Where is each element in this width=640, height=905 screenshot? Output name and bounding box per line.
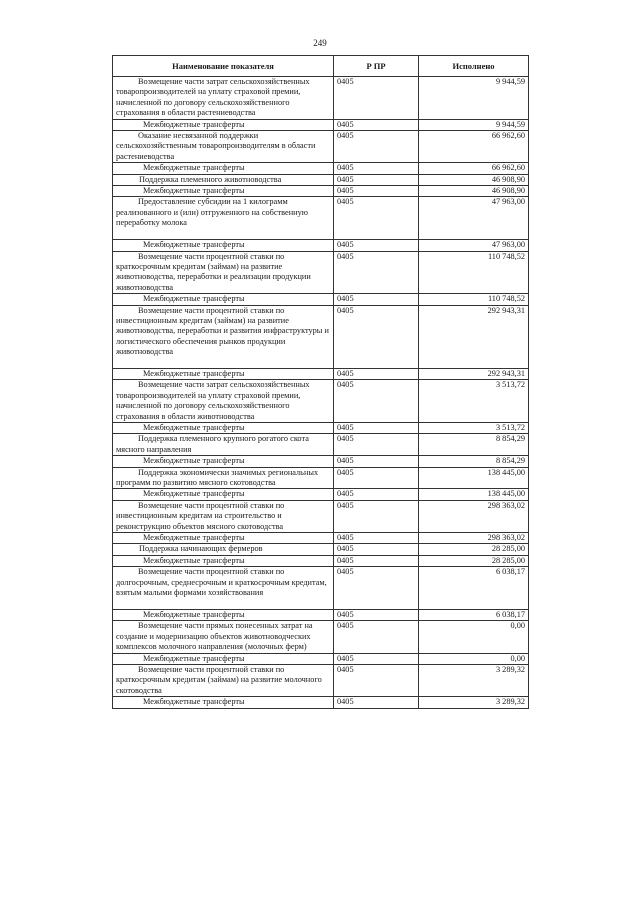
executed-value: 6 038,17 bbox=[419, 609, 529, 620]
executed-value: 46 908,90 bbox=[419, 186, 529, 197]
executed-value: 8 854,29 bbox=[419, 456, 529, 467]
indicator-row bbox=[113, 544, 529, 555]
executed-value: 6 038,17 bbox=[419, 567, 529, 610]
indicator-name-cell bbox=[113, 500, 334, 532]
executed-value: 292 943,31 bbox=[419, 368, 529, 379]
section-code: 0405 bbox=[334, 489, 419, 500]
transfer-row bbox=[113, 609, 529, 620]
indicator-name: Возмещение части процентной ставки по долгосрочным, среднесрочным и краткосрочным кредитам, взятым малыми формами хозяйствования bbox=[116, 567, 327, 598]
section-code: 0405 bbox=[334, 567, 419, 610]
indicator-name-cell bbox=[113, 294, 334, 305]
section-code: 0405 bbox=[334, 77, 419, 120]
budget-table bbox=[112, 55, 529, 709]
indicator-name: Возмещение части затрат сельскохозяйственных товаропроизводителей на уплату страховой премии, начисленной по договору сельскохозяйственного страхования в области животноводства bbox=[116, 380, 310, 421]
transfer-row bbox=[113, 119, 529, 130]
section-code: 0405 bbox=[334, 251, 419, 294]
section-code: 0405 bbox=[334, 186, 419, 197]
indicator-name-cell bbox=[113, 423, 334, 434]
indicator-name-cell bbox=[113, 240, 334, 251]
executed-value: 138 445,00 bbox=[419, 467, 529, 489]
executed-value: 9 944,59 bbox=[419, 77, 529, 120]
indicator-name-cell bbox=[113, 119, 334, 130]
section-code: 0405 bbox=[334, 163, 419, 174]
indicator-name: Межбюджетные трансферты bbox=[143, 533, 245, 543]
indicator-name: Возмещение части затрат сельскохозяйственных товаропроизводителей на уплату страховой премии, начисленной по договору сельскохозяйственного страхования в области растениеводства bbox=[116, 77, 310, 118]
section-code: 0405 bbox=[334, 533, 419, 544]
indicator-name-cell bbox=[113, 197, 334, 240]
indicator-row bbox=[113, 664, 529, 696]
indicator-name: Оказание несвязанной поддержки сельскохозяйственным товаропроизводителям в области растениеводства bbox=[116, 131, 316, 161]
indicator-name-cell bbox=[113, 621, 334, 653]
indicator-name: Межбюджетные трансферты bbox=[143, 456, 245, 466]
section-code: 0405 bbox=[334, 119, 419, 130]
indicator-name: Межбюджетные трансферты bbox=[143, 368, 245, 378]
executed-value: 3 289,32 bbox=[419, 697, 529, 708]
indicator-name: Возмещение части процентной ставки по краткосрочным кредитам (займам) на развитие животноводства, переработки и реализации продукции животноводства bbox=[116, 251, 311, 292]
indicator-name: Поддержка экономически значимых региональных программ по развитию мясного скотоводства bbox=[116, 467, 319, 488]
indicator-name-cell bbox=[113, 380, 334, 423]
transfer-row bbox=[113, 423, 529, 434]
section-code: 0405 bbox=[334, 609, 419, 620]
transfer-row bbox=[113, 186, 529, 197]
executed-value: 0,00 bbox=[419, 621, 529, 653]
transfer-row bbox=[113, 240, 529, 251]
executed-value: 0,00 bbox=[419, 653, 529, 664]
indicator-name: Предоставление субсидии на 1 килограмм реализованного и (или) отгруженного на собственную переработку молока bbox=[116, 197, 308, 228]
executed-value: 47 963,00 bbox=[419, 240, 529, 251]
section-code: 0405 bbox=[334, 621, 419, 653]
section-code: 0405 bbox=[334, 544, 419, 555]
executed-value: 9 944,59 bbox=[419, 119, 529, 130]
indicator-row bbox=[113, 434, 529, 456]
header-value: Исполнено bbox=[419, 56, 529, 77]
indicator-name: Возмещение части процентной ставки по краткосрочным кредитам (займам) на развитие молочного скотоводства bbox=[116, 664, 322, 695]
section-code: 0405 bbox=[334, 240, 419, 251]
indicator-name: Поддержка племенного животноводства bbox=[139, 174, 282, 184]
transfer-row bbox=[113, 368, 529, 379]
section-code: 0405 bbox=[334, 434, 419, 456]
executed-value: 3 513,72 bbox=[419, 380, 529, 423]
indicator-name-cell bbox=[113, 77, 334, 120]
indicator-name: Межбюджетные трансферты bbox=[143, 186, 245, 196]
indicator-name-cell bbox=[113, 434, 334, 456]
section-code: 0405 bbox=[334, 456, 419, 467]
indicator-name: Возмещение части прямых понесенных затрат на создание и модернизацию объектов животноводческих комплексов молочного направления (молочных ферм) bbox=[116, 621, 313, 652]
indicator-name: Межбюджетные трансферты bbox=[143, 240, 245, 250]
executed-value: 8 854,29 bbox=[419, 434, 529, 456]
header-name: Наименование показателя bbox=[113, 56, 334, 77]
section-code: 0405 bbox=[334, 305, 419, 368]
section-code: 0405 bbox=[334, 174, 419, 185]
section-code: 0405 bbox=[334, 294, 419, 305]
indicator-row bbox=[113, 305, 529, 368]
indicator-row bbox=[113, 621, 529, 653]
table-body bbox=[113, 77, 529, 709]
executed-value: 3 289,32 bbox=[419, 664, 529, 696]
transfer-row bbox=[113, 533, 529, 544]
indicator-row bbox=[113, 131, 529, 163]
transfer-row bbox=[113, 697, 529, 708]
indicator-name-cell bbox=[113, 467, 334, 489]
executed-value: 47 963,00 bbox=[419, 197, 529, 240]
executed-value: 3 513,72 bbox=[419, 423, 529, 434]
section-code: 0405 bbox=[334, 467, 419, 489]
section-code: 0405 bbox=[334, 653, 419, 664]
executed-value: 46 908,90 bbox=[419, 174, 529, 185]
indicator-name: Межбюджетные трансферты bbox=[143, 489, 245, 499]
indicator-name: Межбюджетные трансферты bbox=[143, 609, 245, 619]
indicator-name: Поддержка племенного крупного рогатого скота мясного направления bbox=[116, 434, 309, 454]
indicator-name-cell bbox=[113, 609, 334, 620]
executed-value: 138 445,00 bbox=[419, 489, 529, 500]
executed-value: 28 285,00 bbox=[419, 544, 529, 555]
indicator-name-cell bbox=[113, 697, 334, 708]
executed-value: 66 962,60 bbox=[419, 131, 529, 163]
section-code: 0405 bbox=[334, 368, 419, 379]
section-code: 0405 bbox=[334, 664, 419, 696]
page-number: 249 bbox=[313, 38, 327, 48]
table-header-row bbox=[113, 56, 529, 77]
indicator-row bbox=[113, 380, 529, 423]
indicator-name-cell bbox=[113, 567, 334, 610]
indicator-row bbox=[113, 77, 529, 120]
executed-value: 66 962,60 bbox=[419, 163, 529, 174]
indicator-row bbox=[113, 467, 529, 489]
indicator-name-cell bbox=[113, 174, 334, 185]
indicator-name: Поддержка начинающих фермеров bbox=[139, 544, 263, 554]
indicator-name: Возмещение части процентной ставки по инвестиционным кредитам на строительство и реконструкцию объектов мясного скотоводства bbox=[116, 500, 285, 531]
transfer-row bbox=[113, 555, 529, 566]
transfer-row bbox=[113, 163, 529, 174]
indicator-name: Межбюджетные трансферты bbox=[143, 294, 245, 304]
indicator-name-cell bbox=[113, 186, 334, 197]
executed-value: 298 363,02 bbox=[419, 533, 529, 544]
section-code: 0405 bbox=[334, 423, 419, 434]
indicator-name-cell bbox=[113, 653, 334, 664]
indicator-name-cell bbox=[113, 163, 334, 174]
executed-value: 110 748,52 bbox=[419, 251, 529, 294]
indicator-name-cell bbox=[113, 131, 334, 163]
indicator-name-cell bbox=[113, 251, 334, 294]
indicator-row bbox=[113, 567, 529, 610]
indicator-name-cell bbox=[113, 489, 334, 500]
transfer-row bbox=[113, 456, 529, 467]
section-code: 0405 bbox=[334, 380, 419, 423]
indicator-name-cell bbox=[113, 664, 334, 696]
indicator-name: Межбюджетные трансферты bbox=[143, 423, 245, 432]
indicator-name-cell bbox=[113, 305, 334, 368]
transfer-row bbox=[113, 653, 529, 664]
executed-value: 298 363,02 bbox=[419, 500, 529, 532]
section-code: 0405 bbox=[334, 500, 419, 532]
indicator-name: Межбюджетные трансферты bbox=[143, 653, 245, 663]
indicator-name-cell bbox=[113, 533, 334, 544]
indicator-name: Межбюджетные трансферты bbox=[143, 697, 245, 707]
header-code: Р ПР bbox=[334, 56, 419, 77]
section-code: 0405 bbox=[334, 197, 419, 240]
indicator-name: Межбюджетные трансферты bbox=[143, 555, 245, 565]
indicator-name: Межбюджетные трансферты bbox=[143, 163, 245, 173]
indicator-name-cell bbox=[113, 555, 334, 566]
section-code: 0405 bbox=[334, 131, 419, 163]
indicator-row bbox=[113, 251, 529, 294]
indicator-row bbox=[113, 197, 529, 240]
indicator-row bbox=[113, 500, 529, 532]
executed-value: 28 285,00 bbox=[419, 555, 529, 566]
indicator-name-cell bbox=[113, 368, 334, 379]
executed-value: 292 943,31 bbox=[419, 305, 529, 368]
transfer-row bbox=[113, 489, 529, 500]
section-code: 0405 bbox=[334, 555, 419, 566]
section-code: 0405 bbox=[334, 697, 419, 708]
transfer-row bbox=[113, 294, 529, 305]
indicator-row bbox=[113, 174, 529, 185]
indicator-name-cell bbox=[113, 544, 334, 555]
indicator-name: Возмещение части процентной ставки по инвестиционным кредитам (займам) на развитие животноводства, переработки и развития инфраструктуры и логистического обеспечения рынков продукции животноводства bbox=[116, 305, 329, 357]
indicator-name-cell bbox=[113, 456, 334, 467]
executed-value: 110 748,52 bbox=[419, 294, 529, 305]
indicator-name: Межбюджетные трансферты bbox=[143, 119, 245, 129]
